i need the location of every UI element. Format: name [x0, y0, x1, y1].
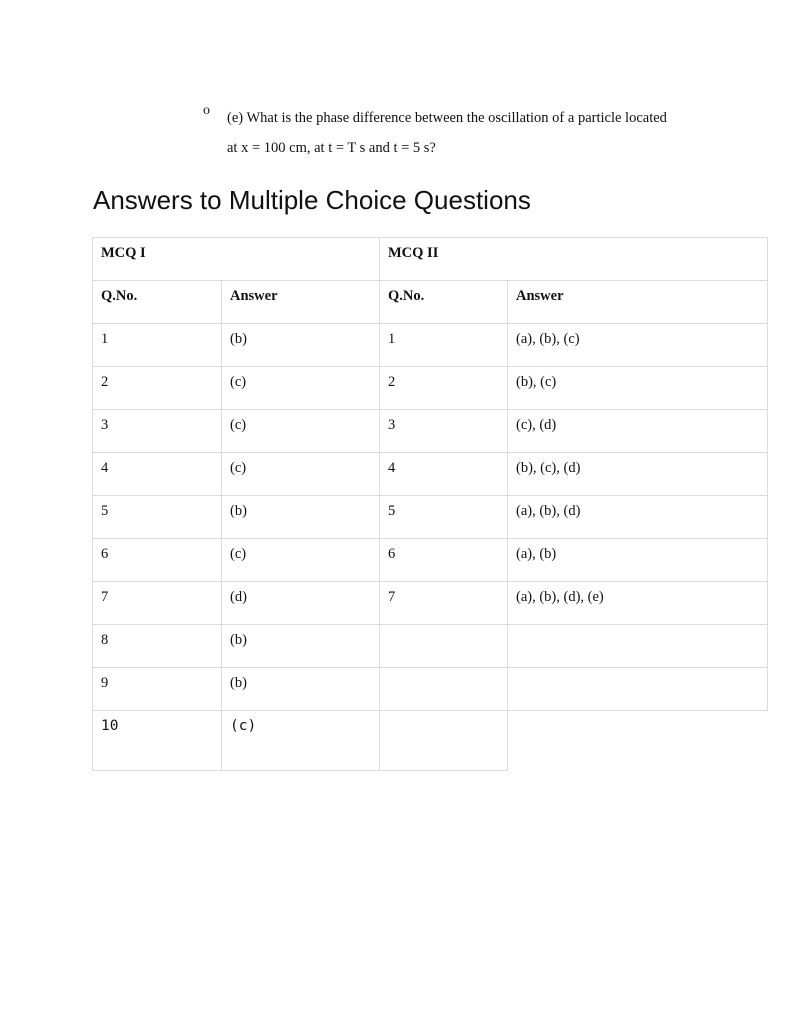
cell-qno-1: 2	[93, 367, 222, 410]
cell-qno-1: 4	[93, 453, 222, 496]
table-row	[93, 625, 768, 668]
cell-answer-1: (c)	[222, 367, 380, 410]
cell-qno-1: 7	[93, 582, 222, 625]
cell-qno-1: 8	[93, 625, 222, 668]
cell-answer-1: (d)	[222, 582, 380, 625]
cell-qno-1: 6	[93, 539, 222, 582]
bullet-marker: o	[203, 103, 210, 118]
cell-answer-1: (b)	[222, 324, 380, 367]
cell-qno-1: 9	[93, 668, 222, 711]
cell-qno-2	[380, 625, 508, 668]
cell-qno-2: 7	[380, 582, 508, 625]
question-line-1: (e) What is the phase difference between the oscillation of a particle located	[227, 110, 667, 126]
table-row	[93, 582, 768, 625]
column-header-answer-1: Answer	[222, 281, 380, 324]
group-header-mcq-2: MCQ II	[380, 238, 768, 281]
cell-answer-2: (a), (b), (d), (e)	[508, 582, 768, 625]
cell-qno-2: 5	[380, 496, 508, 539]
question-text	[227, 103, 727, 163]
table-row	[93, 711, 768, 771]
table-group-header-row	[93, 238, 768, 281]
cell-answer-2: (a), (b), (d)	[508, 496, 768, 539]
table-row	[93, 453, 768, 496]
section-heading: Answers to Multiple Choice Questions	[93, 185, 531, 215]
cell-answer-1: (b)	[222, 668, 380, 711]
cell-qno-1: 5	[93, 496, 222, 539]
cell-answer-1: (b)	[222, 496, 380, 539]
cell-answer-1: (b)	[222, 625, 380, 668]
table-row	[93, 539, 768, 582]
cell-answer-1: (c)	[222, 711, 380, 771]
table-row	[93, 324, 768, 367]
cell-answer-2: (a), (b), (c)	[508, 324, 768, 367]
column-header-qno-1: Q.No.	[93, 281, 222, 324]
cell-answer-2	[508, 711, 768, 771]
cell-answer-2: (b), (c)	[508, 367, 768, 410]
cell-answer-2	[508, 625, 768, 668]
cell-qno-2: 1	[380, 324, 508, 367]
table-row	[93, 496, 768, 539]
cell-qno-1: 3	[93, 410, 222, 453]
cell-answer-1: (c)	[222, 453, 380, 496]
cell-answer-2	[508, 668, 768, 711]
table-row	[93, 410, 768, 453]
table-column-header-row	[93, 281, 768, 324]
cell-qno-2: 6	[380, 539, 508, 582]
answers-table	[92, 237, 768, 771]
table-row	[93, 367, 768, 410]
cell-answer-2: (b), (c), (d)	[508, 453, 768, 496]
column-header-qno-2: Q.No.	[380, 281, 508, 324]
cell-answer-2: (a), (b)	[508, 539, 768, 582]
column-header-answer-2: Answer	[508, 281, 768, 324]
cell-answer-1: (c)	[222, 539, 380, 582]
question-line-2: at x = 100 cm, at t = T s and t = 5 s?	[227, 140, 436, 156]
cell-qno-2: 3	[380, 410, 508, 453]
group-header-mcq-1: MCQ I	[93, 238, 380, 281]
cell-qno-2	[380, 711, 508, 771]
cell-qno-1: 10	[93, 711, 222, 771]
cell-qno-2: 4	[380, 453, 508, 496]
cell-answer-2: (c), (d)	[508, 410, 768, 453]
table-row	[93, 668, 768, 711]
cell-qno-1: 1	[93, 324, 222, 367]
cell-answer-1: (c)	[222, 410, 380, 453]
cell-qno-2	[380, 668, 508, 711]
cell-qno-2: 2	[380, 367, 508, 410]
